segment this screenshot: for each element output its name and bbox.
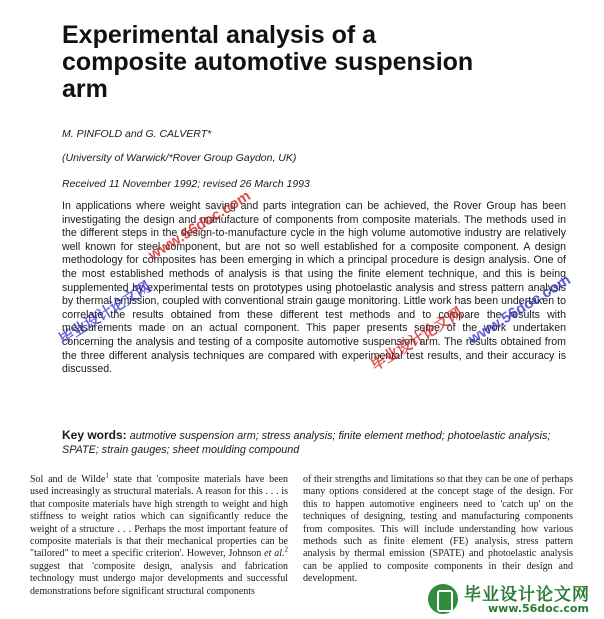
logo-url: www.56doc.com bbox=[488, 602, 589, 615]
body-column-left bbox=[30, 471, 288, 598]
watermark-url-1: www.56doc.com bbox=[145, 187, 254, 264]
reference-2: 2 bbox=[284, 546, 288, 555]
logo-name: 毕业设计论文网 bbox=[464, 585, 590, 605]
abstract: In applications where weight saving and parts integration can be achieved, the Rover Group has been investigating the design and manufacture of components from composite materials. The methods used in the different steps in the design-to-manufacture cycle in the high volume automotive industry are relatively well known for steel component, but are not so well established for a composite component. A design methodology for composites has been emerging in which a principal procedure is design analysis. One of the most established methods of analysis is that using the finite element technique, and this is being supplemented by experimental tests on prototypes using photoelastic analysis and stress pattern analysis by thermal emission, coupled with conventional strain gauge monitoring. Little work has been undertaken to correlate the results obtained from these different test methods and to compare the results with measurements made on an actual component. This paper presents some of the work undertaken concerning the analysis and testing of a composite automotive suspension arm. The results obtained from the three different analysis techniques are compared with experimental test results, and their accuracy is discussed. bbox=[62, 200, 566, 376]
keywords-text: autmotive suspension arm; stress analysis; finite element method; photoelastic analysis; SPATE; strain gauges; sheet moulding compound bbox=[62, 430, 551, 456]
keywords-label: Key words: bbox=[62, 428, 127, 442]
keywords bbox=[62, 428, 566, 457]
logo-icon bbox=[428, 584, 458, 614]
watermark-cn-1: 毕业设计论文网 bbox=[368, 304, 467, 375]
site-logo bbox=[428, 580, 600, 618]
body-left-part3: suggest that 'composite design, analysis and fabrication technology must undergo major developments and successful demonstrations before significant structural components bbox=[30, 560, 288, 597]
authors: M. PINFOLD and G. CALVERT* bbox=[62, 128, 212, 140]
affiliation: (University of Warwick/*Rover Group Gaydon, UK) bbox=[62, 152, 297, 164]
body-left-part2: state that 'composite materials have been used increasingly as structural materials. A reason for this . . . is that composite materials have high strength to weight and high stiffness to weight ratios which can significantly reduce the weight of a structure . . . Perhaps the most important feature of composite materials is that their mechanical properties can be "tailored" to meet a specific criterion'. However, Johnson bbox=[30, 474, 288, 560]
body-column-right: of their strengths and limitations so that they can be one of perhaps many options considered at the concept stage of the design. For this to happen automotive engineers need to 'catch up' on the techniques of designing, testing and manufacturing components from composites. This will include understanding how various methods such as finite element (FE) analysis, stress pattern analysis by thermal emission (SPATE) and photoelastic analysis can be applied to composite components in their design and development. bbox=[303, 474, 573, 585]
watermark-url-2: www.56doc.com bbox=[465, 271, 574, 348]
body-left-part1: Sol and de Wilde bbox=[30, 474, 106, 485]
reference-1: 1 bbox=[105, 471, 109, 480]
watermark-cn-2: 毕业设计论文网 bbox=[56, 278, 155, 349]
paper-title: Experimental analysis of a composite automotive suspension arm bbox=[62, 21, 474, 103]
et-al: et al. bbox=[264, 548, 285, 560]
received-date: Received 11 November 1992; revised 26 March 1993 bbox=[62, 178, 310, 190]
